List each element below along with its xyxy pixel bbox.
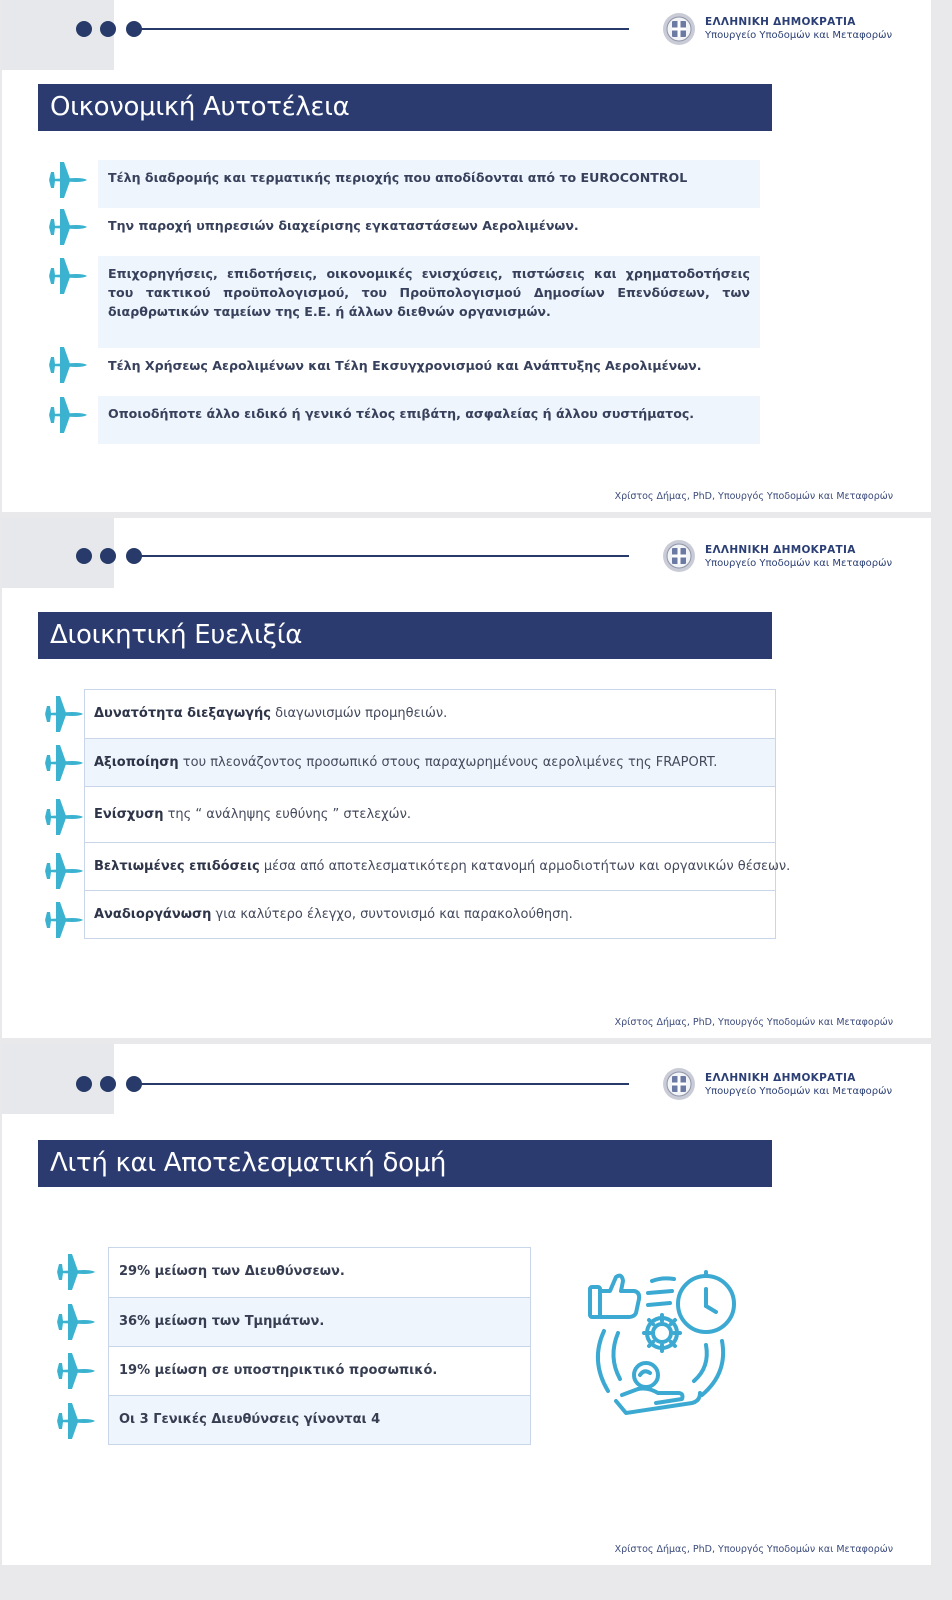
ministry-logo (705, 1072, 892, 1097)
airplane-icon (42, 898, 86, 942)
corner-block (2, 0, 114, 70)
airplane-icon (54, 1399, 98, 1443)
list-item: Οι 3 Γενικές Διευθύνσεις γίνονται 4 (109, 1395, 530, 1444)
footer-credit: Χρίστος Δήμας, PhD, Υπουργός Υποδομών και Μεταφορών (614, 491, 893, 502)
dot-icon (100, 1076, 116, 1092)
corner-block (2, 518, 114, 588)
list-item: 36% μείωση των Τμημάτων. (109, 1297, 530, 1346)
header-divider (132, 28, 629, 30)
efficiency-gear-clock-icon (582, 1269, 742, 1419)
logo-line2: Υπουργείο Υποδομών και Μεταφορών (705, 30, 893, 41)
slide-title: Λιτή και Αποτελεσματική δομή (38, 1140, 772, 1187)
slide-title: Διοικητική Ευελιξία (38, 612, 772, 659)
slide-lean-structure (2, 1044, 931, 1565)
airplane-icon (46, 254, 90, 298)
airplane-icon (54, 1300, 98, 1344)
list-item: Τέλη διαδρομής και τερματικής περιοχής που αποδίδονται από το EUROCONTROL (98, 160, 760, 208)
ministry-logo (705, 16, 892, 41)
list-item: 19% μείωση σε υποστηρικτικό προσωπικό. (109, 1346, 530, 1395)
greek-coat-of-arms-icon (662, 1067, 696, 1101)
airplane-icon (46, 393, 90, 437)
airplane-icon (42, 795, 86, 839)
logo-line2: Υπουργείο Υποδομών και Μεταφορών (705, 558, 893, 569)
airplane-icon (54, 1349, 98, 1393)
dot-icon (76, 21, 92, 37)
airplane-icon (42, 849, 86, 893)
list-item: Οποιοδήποτε άλλο ειδικό ή γενικό τέλος επιβάτη, ασφαλείας ή άλλου συστήματος. (98, 396, 760, 444)
airplane-icon (46, 205, 90, 249)
airplane-icon (46, 158, 90, 202)
dot-icon (100, 21, 116, 37)
list (108, 1247, 531, 1445)
slide-title: Οικονομική Αυτοτέλεια (38, 84, 772, 131)
list-item: Δυνατότητα διεξαγωγής διαγωνισμών προμηθειών. (94, 706, 448, 721)
greek-coat-of-arms-icon (662, 539, 696, 573)
logo-line1: ΕΛΛΗΝΙΚΗ ΔΗΜΟΚΡΑΤΙΑ (705, 544, 856, 556)
list-item: Ενίσχυση της “ ανάληψης ευθύνης ” στελεχών. (85, 786, 775, 842)
list-item: 29% μείωση των Διευθύνσεων. (119, 1264, 345, 1279)
list-item: Επιχορηγήσεις, επιδοτήσεις, οικονομικές ενισχύσεις, πιστώσεις και χρηματοδοτήσεις του τακτικού προϋπολογισμού, του Προϋπολογισμού Δημοσίων Επενδύσεων, των διαρθρωτικών ταμείων της Ε.Ε. ή άλλων διεθνών οργανισμών. (98, 256, 760, 348)
header-divider (132, 555, 629, 557)
airplane-icon (46, 343, 90, 387)
slide-administrative-flexibility (2, 518, 931, 1038)
airplane-icon (54, 1250, 98, 1294)
airplane-icon (42, 692, 86, 736)
list-item: Βελτιωμένες επιδόσεις μέσα από αποτελεσματικότερη κατανομή αρμοδιοτήτων και οργανικών θέσεων. (85, 842, 775, 890)
list-item: Την παροχή υπηρεσιών διαχείρισης εγκαταστάσεων Αερολιμένων. (98, 208, 760, 248)
dot-icon (76, 548, 92, 564)
footer-credit: Χρίστος Δήμας, PhD, Υπουργός Υποδομών και Μεταφορών (614, 1017, 893, 1028)
header-divider (132, 1083, 629, 1085)
slide-financial-autonomy (2, 0, 931, 512)
corner-block (2, 1044, 114, 1114)
logo-line2: Υπουργείο Υποδομών και Μεταφορών (705, 1086, 893, 1097)
airplane-icon (42, 741, 86, 785)
list-item: Αξιοποίηση του πλεονάζοντος προσωπικό στους παραχωρημένους αερολιμένες της FRAPORT. (85, 738, 775, 786)
greek-coat-of-arms-icon (662, 12, 696, 46)
dot-icon (76, 1076, 92, 1092)
list-item: Αναδιοργάνωση για καλύτερο έλεγχο, συντονισμό και παρακολούθηση. (85, 890, 775, 938)
ministry-logo (705, 544, 892, 569)
footer-credit: Χρίστος Δήμας, PhD, Υπουργός Υποδομών και Μεταφορών (614, 1544, 893, 1555)
logo-line1: ΕΛΛΗΝΙΚΗ ΔΗΜΟΚΡΑΤΙΑ (705, 1072, 856, 1084)
list-item: Τέλη Χρήσεως Αερολιμένων και Τέλη Εκσυγχρονισμού και Ανάπτυξης Αερολιμένων. (98, 348, 760, 388)
dot-icon (100, 548, 116, 564)
list (84, 689, 791, 939)
logo-line1: ΕΛΛΗΝΙΚΗ ΔΗΜΟΚΡΑΤΙΑ (705, 16, 856, 28)
